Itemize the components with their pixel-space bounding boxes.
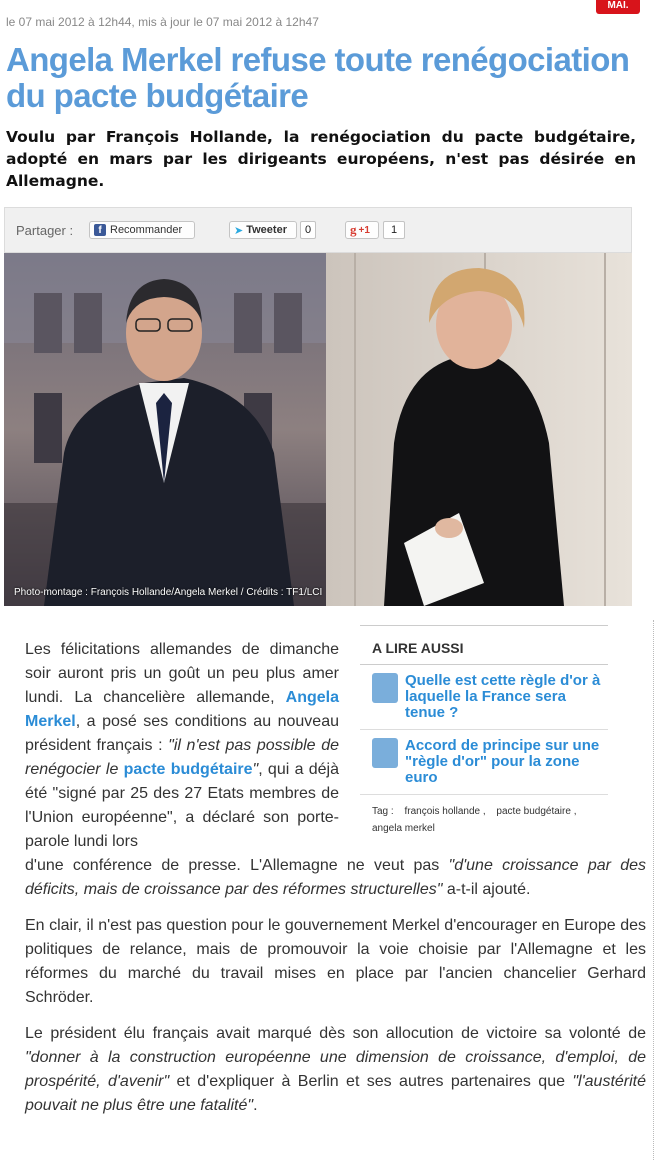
article-photo	[4, 253, 632, 606]
twitter-bird-icon: ➤	[234, 224, 244, 237]
article-lead: Voulu par François Hollande, la renégociation du pacte budgétaire, adopté en mars par les dirigeants européens, n'est pas désirée en Allemagne.	[6, 128, 636, 190]
tag-francois-hollande[interactable]: françois hollande ,	[404, 806, 486, 817]
quote-run: "d'une croissance par des déficits, mais de croissance par des réformes structurelles"	[25, 857, 647, 898]
document-icon	[372, 738, 398, 768]
angela-merkel-link[interactable]: Angela Merkel	[25, 689, 339, 730]
share-label: Partager :	[16, 223, 74, 238]
text-run: Le président élu français avait marqué dès son allocution de victoire sa volonté de	[25, 1025, 646, 1042]
facebook-icon: f	[94, 224, 106, 236]
article-title: Angela Merkel refuse toute renégociation du pacte budgétaire	[6, 41, 630, 114]
paragraph-1-full-part	[25, 854, 646, 902]
text-run: , a posé ses conditions au nouveau président français :	[25, 713, 339, 754]
quote-run: "l'austérité pouvait ne plus être une fatalité"	[25, 1073, 647, 1114]
related-heading: A LIRE AUSSI	[360, 625, 608, 665]
column-edge-divider	[652, 620, 654, 1160]
google-plus-icon: g	[350, 222, 357, 237]
text-run: , qui a déjà été "signé par 25 des 27 Etats membres de l'Union européenne", a déclaré son porte-parole lundi lors	[25, 761, 340, 850]
share-bar	[4, 207, 632, 253]
photo-montage-image	[4, 253, 632, 606]
related-link-accord-principe[interactable]	[360, 730, 608, 795]
article-paragraph-3	[25, 1022, 646, 1118]
article-paragraph-2: En clair, il n'est pas question pour le gouvernement Merkel d'encourager en Europe des politiques de relance, mais de promouvoir la voie choisie par l'Allemagne et les réformes du marché du travail mises en place par l'ancien chancelier Gerhard Schröder.	[25, 917, 646, 1006]
paragraph-1-wrapped-part	[25, 638, 339, 854]
tweet-count: 0	[300, 221, 316, 239]
pacte-budgetaire-link[interactable]: pacte budgétaire	[123, 761, 253, 778]
facebook-label: Recommander	[110, 224, 183, 236]
related-link-regle-or[interactable]	[360, 665, 608, 730]
related-link-label[interactable]: Accord de principe sur une "règle d'or" pour la zone euro	[405, 737, 600, 786]
tags-label: Tag :	[372, 806, 394, 817]
publish-date: le 07 mai 2012 à 12h44, mis à jour le 07 mai 2012 à 12h47	[6, 15, 319, 29]
tag-list	[360, 795, 608, 837]
text-run: et d'expliquer à Berlin et ses autres partenaires que	[169, 1073, 573, 1090]
photo-caption: Photo-montage : François Hollande/Angela Merkel / Crédits : TF1/LCI	[14, 587, 323, 598]
tag-angela-merkel[interactable]: angela merkel	[372, 823, 435, 834]
tag-pacte-budgetaire[interactable]: pacte budgétaire ,	[496, 806, 577, 817]
google-plus-count: 1	[383, 221, 405, 239]
text-run: a-t-il ajouté.	[442, 881, 531, 898]
quote-run: "donner à la construction européenne une dimension de croissance, d'emploi, de prospérité, d'avenir"	[25, 1049, 646, 1090]
section-badge: MAI.	[596, 0, 640, 14]
quote-run: "il n'est pas possible de renégocier le	[25, 737, 339, 778]
tweet-button[interactable]	[229, 221, 297, 239]
text-run: Les félicitations allemandes de dimanche soir auront pris un goût un peu plus amer lundi. La chancelière allemande,	[25, 641, 339, 706]
text-run: .	[253, 1097, 258, 1114]
related-articles-box	[360, 625, 608, 837]
tweet-label: Tweeter	[246, 224, 287, 236]
quote-run: "	[252, 761, 259, 778]
google-plus-label: +1	[358, 224, 370, 236]
related-link-label[interactable]: Quelle est cette règle d'or à laquelle la France sera tenue ?	[405, 672, 601, 721]
facebook-recommend-button[interactable]	[89, 221, 195, 239]
text-run: d'une conférence de presse. L'Allemagne ne veut pas	[25, 857, 449, 874]
google-plus-button[interactable]	[345, 221, 379, 239]
document-icon	[372, 673, 398, 703]
